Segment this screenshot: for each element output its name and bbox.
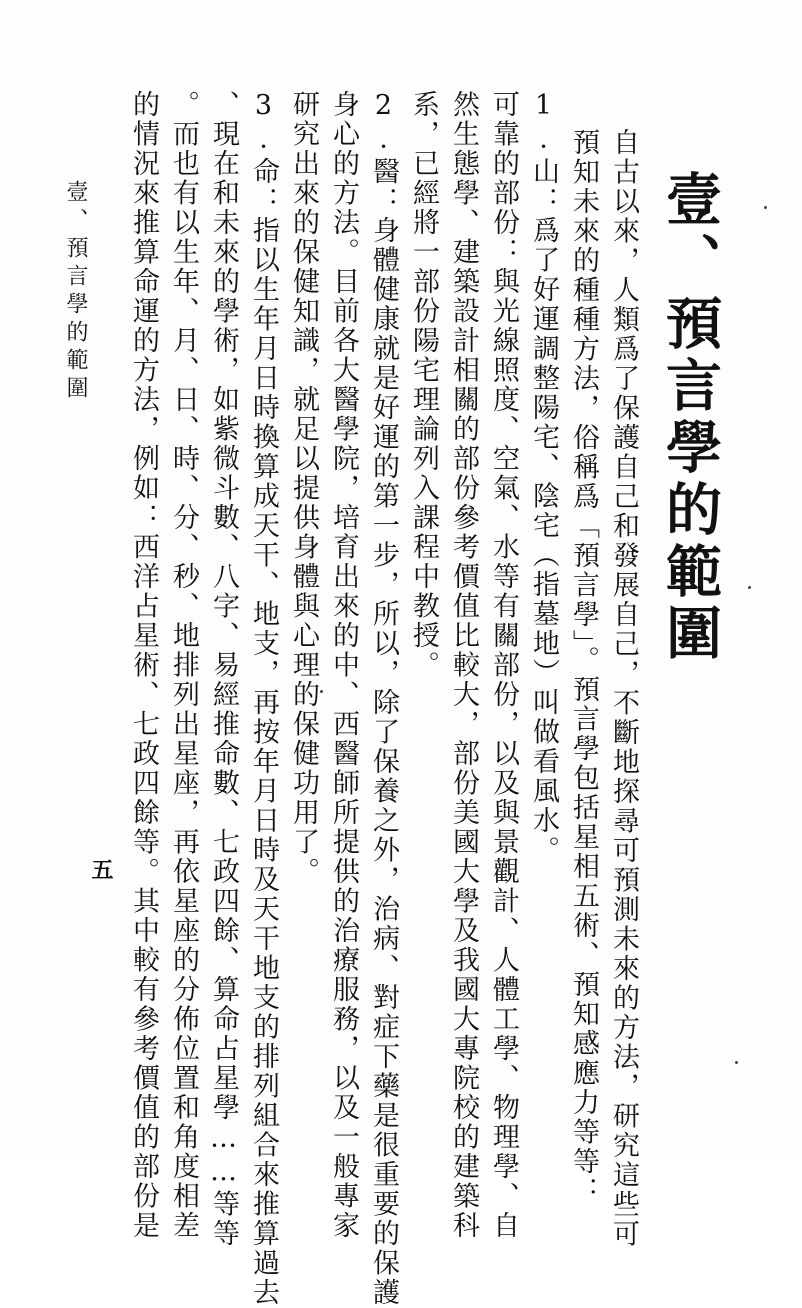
- page-number: 五: [88, 858, 114, 880]
- body-line: 的情況來推算命運的方法，例如：西洋占星術、七政四餘等。其中較有參考價值的部份是: [128, 90, 159, 1241]
- body-line: 然生態學、建築設計相關的部份參考價值比較大，部份美國大學及我國大專院校的建築科: [448, 90, 479, 1241]
- scan-speck: [764, 206, 767, 209]
- scan-speck: [320, 690, 323, 693]
- body-line: 、現在和未來的學術，如紫微斗數、八字、易經推命數、七政四餘、算命占星學……等等: [208, 90, 239, 1249]
- body-line: 可靠的部份：與光線照度、空氣、水等有關部份，以及與景觀計、人體工學、物理學、自: [488, 90, 519, 1241]
- body-line: 3.命：指以生年月日時換算成天干、地支，再按年月日時及天干地支的排列組合來推算過去: [248, 90, 279, 1308]
- body-line: 身心的方法。目前各大醫學院，培育出來的中、西醫師所提供的治療服務，以及一般專家: [328, 90, 359, 1241]
- scan-speck: [748, 586, 751, 589]
- body-line: 研究出來的保健知識，就足以提供身體與心理的保健功用了。: [288, 90, 319, 887]
- body-line: 自古以來，人類爲了保護自己和發展自己，不斷地探尋可預測未來的方法，研究這些可: [608, 128, 639, 1249]
- body-line: 2.醫：身體健康就是好運的第一步，所以，除了保養之外，治病、對症下藥是很重要的保護: [368, 90, 399, 1308]
- body-line: 系，已經將一部份陽宅理論列入課程中教授。: [408, 90, 439, 680]
- body-line: 預知未來的種種方法，俗稱爲「預言學」。預言學包括星相五術、預知感應力等等：: [568, 128, 599, 1206]
- running-head: 壹、預言學的範圍: [63, 180, 88, 404]
- body-line: 。而也有以生年、月、日、時、分、秒、地排列出星座，再依星座的分佈位置和角度相差: [168, 90, 199, 1241]
- scan-speck: [735, 1061, 738, 1064]
- chapter-title: 壹、預言學的範圍: [657, 170, 723, 666]
- body-line: 1.山：爲了好運調整陽宅、陰宅（指墓地）叫做看風水。: [528, 90, 559, 865]
